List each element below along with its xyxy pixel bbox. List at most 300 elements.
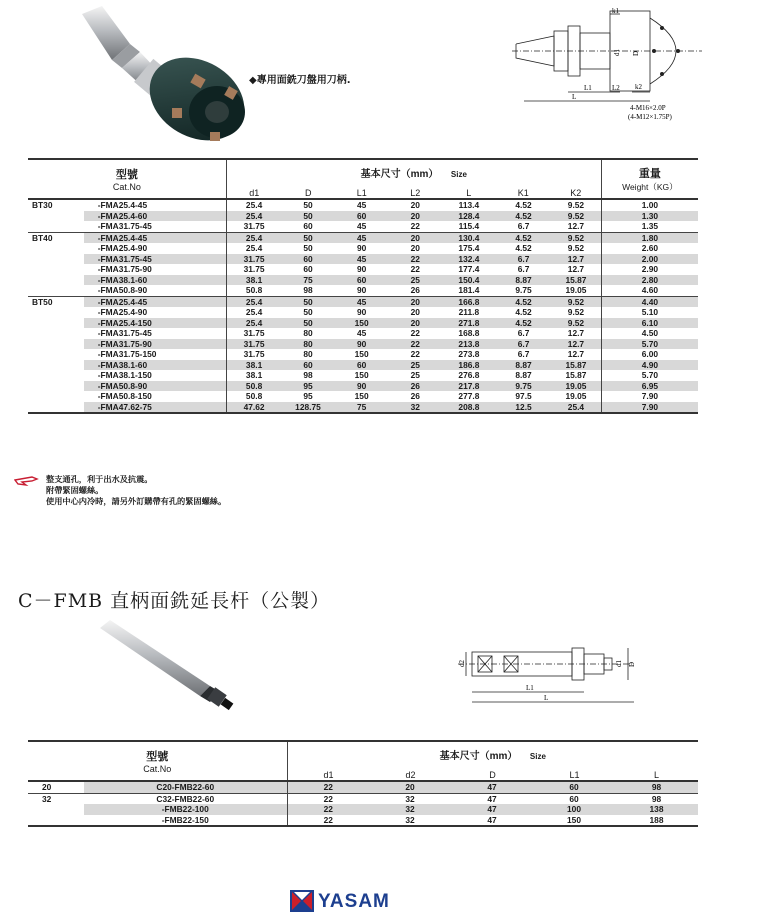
value-cell: 113.4 <box>458 200 480 210</box>
weight-cell: 5.70 <box>601 370 698 381</box>
value-cell: 20 <box>410 200 420 210</box>
value-cell: 6.7 <box>517 221 530 231</box>
table-row <box>28 275 698 286</box>
cat-no-cell: C32-FMB22-60 <box>84 793 287 804</box>
weight-cell: 7.90 <box>601 391 698 402</box>
weight-cell: 1.35 <box>601 221 698 232</box>
table-row <box>28 232 698 243</box>
value-cell: 98 <box>615 793 698 804</box>
group-cell <box>28 318 84 329</box>
value-cell: 22 <box>287 781 369 793</box>
value-cell: 273.8 <box>458 349 480 359</box>
dim-label-d2: d2 <box>458 660 466 667</box>
value-cell: 31.75 <box>226 339 281 350</box>
value-cell: 20 <box>389 211 442 222</box>
value-cell: 45 <box>335 296 389 307</box>
dim-label-thread: 4-M16×2.0P <box>630 104 666 112</box>
dim-label-l: L <box>544 694 549 702</box>
value-cell: 22 <box>410 328 420 338</box>
value-cell: 98 <box>615 781 698 793</box>
weight-cell: 1.80 <box>601 232 698 243</box>
value-cell: 31.75 <box>226 349 281 360</box>
weight-cell: 2.00 <box>601 254 698 265</box>
group-cell <box>28 381 84 392</box>
value-cell: 60 <box>335 360 389 371</box>
value-cell: 22 <box>287 804 369 815</box>
value-cell: 60 <box>281 360 334 371</box>
value-cell: 208.8 <box>442 402 496 414</box>
value-cell: 45 <box>335 254 389 265</box>
weight-cell: 1.30 <box>601 211 698 222</box>
table-row <box>28 254 698 265</box>
value-cell: 90 <box>356 264 367 274</box>
table-row <box>28 402 698 414</box>
group-cell <box>28 815 84 827</box>
dim-label-l2: L2 <box>612 84 620 92</box>
model-subheader: Cat.No <box>143 764 172 774</box>
value-cell: 25.4 <box>226 232 281 243</box>
group-cell <box>28 339 84 350</box>
group-cell <box>28 804 84 815</box>
cat-no-cell: -FMA38.1-60 <box>84 360 227 371</box>
value-cell: 20 <box>389 318 442 329</box>
table-row <box>28 781 698 793</box>
group-cell: BT40 <box>28 232 84 243</box>
cat-no-cell: -FMA25.4-150 <box>84 318 227 329</box>
value-cell: 213.8 <box>442 339 496 350</box>
value-cell: 20 <box>389 296 442 307</box>
value-cell: 276.8 <box>458 370 480 380</box>
weight-cell: 6.00 <box>601 349 698 360</box>
value-cell: 12.7 <box>567 264 585 274</box>
value-cell: 4.52 <box>496 211 551 222</box>
brand-name: YASAM <box>318 891 390 912</box>
value-cell: 12.7 <box>551 339 601 350</box>
value-cell: 132.4 <box>442 254 496 265</box>
yasam-logo-icon <box>290 890 314 912</box>
dim-label-d1: d1 <box>615 660 623 667</box>
value-cell: 150 <box>533 815 615 827</box>
weight-cell: 4.90 <box>601 360 698 371</box>
table-row <box>28 370 698 381</box>
cat-no-cell: -FMA31.75-150 <box>97 349 157 359</box>
weight-cell: 4.50 <box>601 328 698 339</box>
dim-label-d: D <box>632 50 640 56</box>
column-header: d1 <box>249 188 260 198</box>
weight-cell: 2.90 <box>601 264 698 275</box>
value-cell: 115.4 <box>458 221 480 231</box>
value-cell: 4.52 <box>515 243 532 253</box>
value-cell: 175.4 <box>458 243 480 253</box>
table-row <box>28 221 698 232</box>
cat-no-cell: -FMA31.75-90 <box>97 264 152 274</box>
value-cell: 45 <box>335 232 389 243</box>
value-cell: 38.1 <box>226 360 281 371</box>
value-cell: 80 <box>303 328 313 338</box>
cat-no-cell: -FMA50.8-150 <box>97 391 152 401</box>
value-cell: 12.7 <box>551 254 601 265</box>
value-cell: 150 <box>354 349 369 359</box>
value-cell: 75 <box>335 402 389 414</box>
value-cell: 75 <box>281 275 334 286</box>
table-row <box>28 243 698 254</box>
table-row <box>28 264 698 275</box>
value-cell: 4.52 <box>515 200 532 210</box>
value-cell: 38.1 <box>226 275 281 286</box>
size-subheader: Size <box>450 170 467 179</box>
fma-spec-table <box>28 158 698 414</box>
weight-cell: 5.10 <box>601 307 698 318</box>
value-cell: 4.52 <box>496 232 551 243</box>
cat-no-cell: -FMA31.75-45 <box>84 254 227 265</box>
value-cell: 26 <box>410 285 420 295</box>
value-cell: 60 <box>533 781 615 793</box>
value-cell: 9.75 <box>496 381 551 392</box>
value-cell: 90 <box>335 381 389 392</box>
dim-label-k1: k1 <box>612 7 619 15</box>
value-cell: 20 <box>389 232 442 243</box>
value-cell: 9.52 <box>567 307 585 317</box>
cat-no-cell: -FMA47.62-75 <box>84 402 227 414</box>
value-cell: 32 <box>369 815 451 827</box>
value-cell: 25.4 <box>226 199 281 211</box>
value-cell: 22 <box>287 815 369 827</box>
group-cell <box>28 349 84 360</box>
value-cell: 22 <box>287 793 369 804</box>
table-row <box>28 360 698 371</box>
weight-cell: 1.00 <box>601 199 698 211</box>
column-header: L2 <box>410 188 421 198</box>
value-cell: 22 <box>410 264 420 274</box>
column-header: d2 <box>405 770 416 780</box>
value-cell: 47.62 <box>226 402 281 414</box>
value-cell: 47 <box>451 804 533 815</box>
value-cell: 45 <box>356 328 367 338</box>
value-cell: 25 <box>389 360 442 371</box>
value-cell: 95 <box>281 381 334 392</box>
table-row <box>28 391 698 402</box>
value-cell: 45 <box>356 200 367 210</box>
column-header: D <box>305 188 312 198</box>
value-cell: 97.5 <box>515 391 532 401</box>
group-cell <box>28 307 84 318</box>
group-cell: BT50 <box>28 296 84 307</box>
value-cell: 22 <box>410 221 420 231</box>
value-cell: 12.5 <box>496 402 551 414</box>
value-cell: 25.4 <box>551 402 601 414</box>
value-cell: 60 <box>303 221 313 231</box>
cat-no-cell: -FMA31.75-45 <box>97 221 152 231</box>
group-cell <box>28 264 84 275</box>
table-row <box>28 328 698 339</box>
value-cell: 32 <box>369 793 451 804</box>
note-line: 附帶緊固螺絲。 <box>46 485 104 495</box>
group-cell: 20 <box>28 781 84 793</box>
value-cell: 32 <box>369 804 451 815</box>
cat-no-cell: -FMA38.1-60 <box>84 275 227 286</box>
value-cell: 50 <box>281 232 334 243</box>
weight-cell: 5.70 <box>601 339 698 350</box>
value-cell: 22 <box>410 349 420 359</box>
cat-no-cell: -FMA25.4-45 <box>97 200 148 210</box>
value-cell: 130.4 <box>442 232 496 243</box>
value-cell: 166.8 <box>442 296 496 307</box>
value-cell: 6.7 <box>496 254 551 265</box>
value-cell: 15.87 <box>551 275 601 286</box>
table-row <box>28 211 698 222</box>
value-cell: 20 <box>410 307 420 317</box>
weight-cell: 4.40 <box>601 296 698 307</box>
table-row <box>28 307 698 318</box>
dim-label-d1: d1 <box>613 49 621 56</box>
value-cell: 9.75 <box>515 285 532 295</box>
cat-no-cell: -FMA25.4-60 <box>84 211 227 222</box>
cat-no-cell: -FMA50.8-90 <box>84 381 227 392</box>
value-cell: 271.8 <box>442 318 496 329</box>
value-cell: 19.05 <box>565 285 587 295</box>
cat-no-cell: -FMA31.75-90 <box>84 339 227 350</box>
value-cell: 186.8 <box>442 360 496 371</box>
notes-block <box>46 474 226 507</box>
weight-cell: 6.95 <box>601 381 698 392</box>
fmb-arbor-photo <box>98 618 248 713</box>
value-cell: 150 <box>335 318 389 329</box>
group-cell: 32 <box>28 793 84 804</box>
section-title: C－FMB 直柄面銑延長杆（公製） <box>18 590 331 612</box>
value-cell: 211.8 <box>458 307 480 317</box>
column-header: L <box>466 188 472 198</box>
cat-no-cell: -FMA25.4-90 <box>97 243 148 253</box>
value-cell: 60 <box>533 793 615 804</box>
group-cell <box>28 254 84 265</box>
value-cell: 50.8 <box>226 285 281 296</box>
value-cell: 25.4 <box>226 318 281 329</box>
value-cell: 150 <box>354 391 369 401</box>
note-line: 整支通孔，利于出水及抗震。 <box>46 474 153 484</box>
value-cell: 150.4 <box>442 275 496 286</box>
table-row <box>28 815 698 827</box>
group-cell <box>28 221 84 232</box>
value-cell: 12.7 <box>567 349 585 359</box>
fmb-spec-table <box>28 740 698 827</box>
value-cell: 50 <box>281 296 334 307</box>
value-cell: 9.52 <box>567 200 585 210</box>
dim-label-l1: L1 <box>584 84 592 92</box>
value-cell: 19.05 <box>565 391 587 401</box>
group-cell <box>28 370 84 381</box>
value-cell: 9.52 <box>551 211 601 222</box>
column-header: K2 <box>570 188 582 198</box>
group-cell <box>28 360 84 371</box>
pointing-hand-icon <box>14 474 40 486</box>
table-row <box>28 285 698 296</box>
value-cell: 50.8 <box>226 391 281 402</box>
dim-label-k2: k2 <box>635 83 642 91</box>
value-cell: 138 <box>615 804 698 815</box>
cat-no-cell: C20-FMB22-60 <box>84 781 287 793</box>
value-cell: 20 <box>410 243 420 253</box>
value-cell: 50 <box>281 318 334 329</box>
value-cell: 50.8 <box>226 381 281 392</box>
value-cell: 38.1 <box>226 370 281 381</box>
value-cell: 47 <box>451 793 533 804</box>
weight-cell: 2.80 <box>601 275 698 286</box>
value-cell: 4.52 <box>496 296 551 307</box>
dim-label-d: D <box>628 661 636 667</box>
group-cell <box>28 391 84 402</box>
value-cell: 50 <box>303 307 313 317</box>
value-cell: 80 <box>303 349 313 359</box>
cat-no-cell: -FMB22-150 <box>84 815 287 827</box>
value-cell: 15.87 <box>551 360 601 371</box>
size-header: 基本尺寸（mm） <box>439 751 518 762</box>
fma-holder-photo <box>72 4 252 144</box>
value-cell: 60 <box>281 254 334 265</box>
value-cell: 90 <box>335 339 389 350</box>
value-cell: 50 <box>303 243 313 253</box>
value-cell: 80 <box>281 339 334 350</box>
value-cell: 60 <box>335 211 389 222</box>
value-cell: 25.4 <box>226 243 281 254</box>
column-header: L <box>653 770 659 780</box>
value-cell: 15.87 <box>565 370 587 380</box>
cat-no-cell: -FMA25.4-45 <box>84 232 227 243</box>
value-cell: 47 <box>451 781 533 793</box>
value-cell: 8.87 <box>496 275 551 286</box>
column-header: L1 <box>569 770 580 780</box>
model-header: 型號 <box>115 169 138 181</box>
column-header: D <box>489 770 496 780</box>
column-header: K1 <box>517 188 529 198</box>
group-cell <box>28 285 84 296</box>
group-cell <box>28 243 84 254</box>
weight-cell: 2.60 <box>601 243 698 254</box>
value-cell: 22 <box>389 254 442 265</box>
table-row <box>28 381 698 392</box>
fmb-technical-drawing <box>458 634 648 708</box>
table-row <box>28 804 698 815</box>
weight-cell: 4.60 <box>601 285 698 296</box>
value-cell: 45 <box>356 221 367 231</box>
group-cell <box>28 211 84 222</box>
dim-label-thread-alt: (4-M12×1.75P) <box>628 113 672 121</box>
cat-no-cell: -FMB22-100 <box>84 804 287 815</box>
value-cell: 32 <box>389 402 442 414</box>
value-cell: 98 <box>303 285 313 295</box>
value-cell: 20 <box>369 781 451 793</box>
group-cell: BT30 <box>32 200 53 210</box>
value-cell: 22 <box>389 339 442 350</box>
table-row <box>28 199 698 211</box>
value-cell: 47 <box>451 815 533 827</box>
value-cell: 12.7 <box>567 221 585 231</box>
value-cell: 6.7 <box>517 349 530 359</box>
value-cell: 60 <box>335 275 389 286</box>
value-cell: 9.52 <box>551 296 601 307</box>
value-cell: 181.4 <box>458 285 480 295</box>
table-row <box>28 296 698 307</box>
weight-cell: 7.90 <box>601 402 698 414</box>
value-cell: 90 <box>356 307 367 317</box>
group-cell <box>28 328 84 339</box>
value-cell: 9.52 <box>567 243 585 253</box>
value-cell: 31.75 <box>226 221 281 232</box>
model-header: 型號 <box>146 751 169 763</box>
fma-technical-drawing <box>512 6 712 124</box>
value-cell: 50 <box>281 211 334 222</box>
value-cell: 8.87 <box>496 360 551 371</box>
value-cell: 217.8 <box>442 381 496 392</box>
cat-no-cell: -FMA31.75-45 <box>97 328 152 338</box>
value-cell: 26 <box>389 381 442 392</box>
cat-no-cell: -FMA25.4-90 <box>97 307 148 317</box>
size-header: 基本尺寸（mm） <box>360 169 439 180</box>
dim-label-l: L <box>572 93 577 101</box>
value-cell: 8.87 <box>515 370 532 380</box>
weight-header: 重量 <box>638 168 661 180</box>
value-cell: 188 <box>615 815 698 827</box>
group-cell <box>28 402 84 414</box>
cat-no-cell: -FMA25.4-45 <box>84 296 227 307</box>
value-cell: 90 <box>356 243 367 253</box>
value-cell: 25.4 <box>226 296 281 307</box>
column-header: d1 <box>323 770 334 780</box>
value-cell: 95 <box>303 391 313 401</box>
value-cell: 25.4 <box>226 211 281 222</box>
cat-no-cell: -FMA50.8-90 <box>97 285 148 295</box>
value-cell: 4.52 <box>515 307 532 317</box>
value-cell: 150 <box>354 370 369 380</box>
value-cell: 90 <box>356 285 367 295</box>
value-cell: 177.4 <box>458 264 480 274</box>
value-cell: 19.05 <box>551 381 601 392</box>
table-row <box>28 339 698 350</box>
value-cell: 31.75 <box>226 328 281 339</box>
note-line: 使用中心内冷時，請另外訂購帶有孔的緊固螺絲。 <box>46 496 227 506</box>
dim-label-l1: L1 <box>526 684 534 692</box>
product-caption: ◆專用面銑刀盤用刀柄. <box>249 75 351 86</box>
value-cell: 128.75 <box>281 402 334 414</box>
value-cell: 277.8 <box>458 391 480 401</box>
value-cell: 60 <box>303 264 313 274</box>
value-cell: 6.7 <box>496 339 551 350</box>
value-cell: 25 <box>389 275 442 286</box>
cat-no-cell: -FMA38.1-150 <box>97 370 152 380</box>
table-row <box>28 349 698 360</box>
table-row <box>28 318 698 329</box>
value-cell: 26 <box>410 391 420 401</box>
value-cell: 168.8 <box>458 328 480 338</box>
value-cell: 98 <box>303 370 313 380</box>
model-subheader: Cat.No <box>112 182 141 192</box>
value-cell: 31.75 <box>226 264 281 275</box>
weight-subheader: Weight（KG） <box>622 182 678 192</box>
value-cell: 31.75 <box>226 254 281 265</box>
weight-cell: 6.10 <box>601 318 698 329</box>
value-cell: 6.7 <box>517 264 530 274</box>
size-subheader: Size <box>529 752 546 761</box>
column-header: L1 <box>356 188 367 198</box>
value-cell: 50 <box>303 200 313 210</box>
value-cell: 128.4 <box>442 211 496 222</box>
value-cell: 9.52 <box>551 318 601 329</box>
table-row <box>28 793 698 804</box>
value-cell: 4.52 <box>496 318 551 329</box>
value-cell: 100 <box>533 804 615 815</box>
value-cell: 9.52 <box>551 232 601 243</box>
value-cell: 6.7 <box>517 328 530 338</box>
value-cell: 12.7 <box>567 328 585 338</box>
